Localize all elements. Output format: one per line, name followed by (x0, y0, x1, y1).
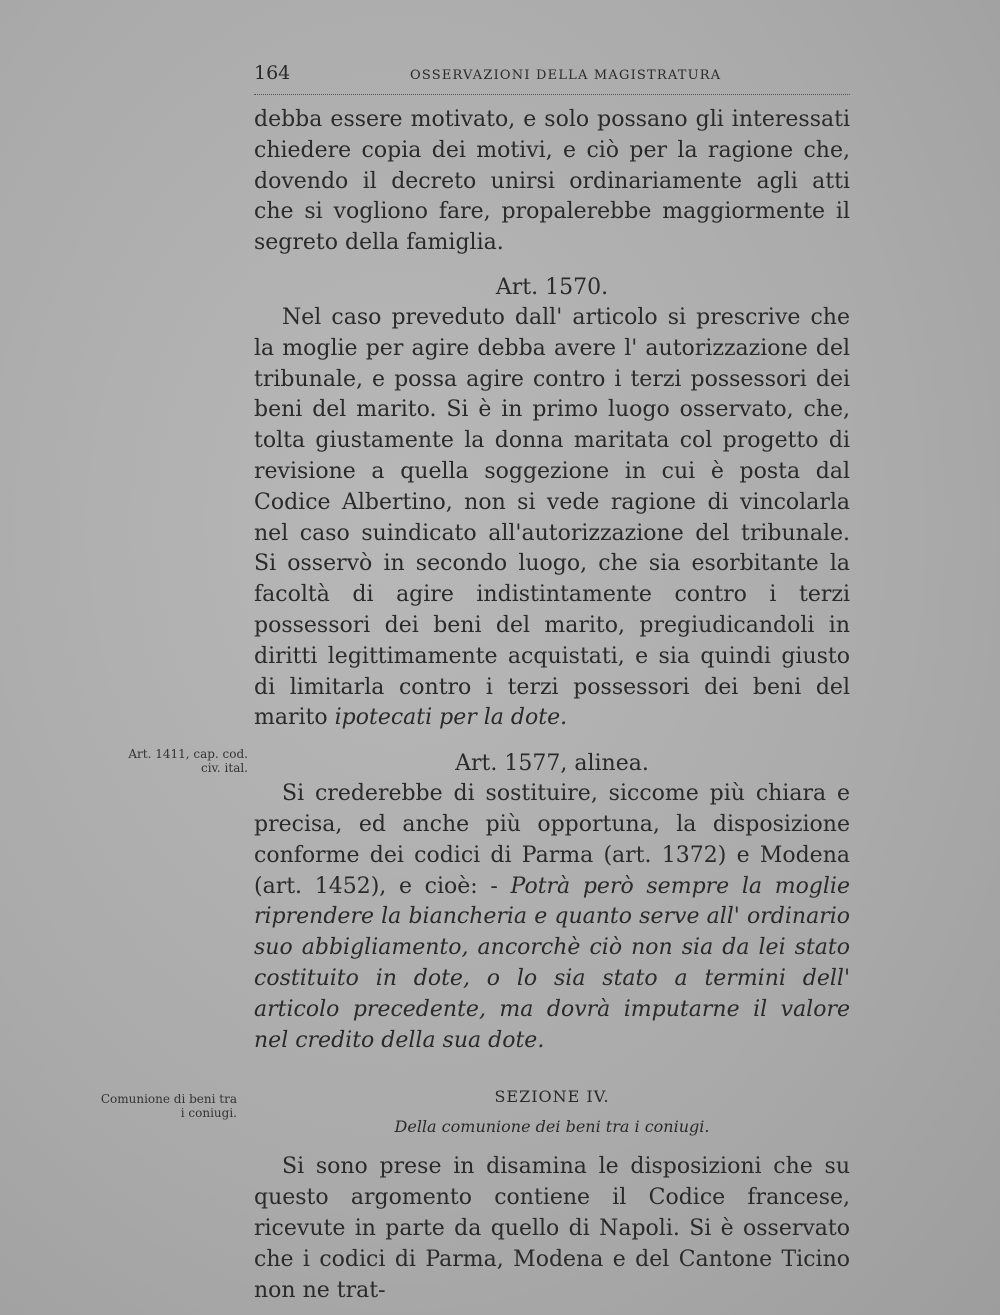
paragraph-3-text: Si crederebbe di sostituire, siccome più chiara e precisa, ed anche più opportuna, la disposizione conforme dei codici di Parma (art. 1372) e Modena (art. 1452), e cioè: - (254, 781, 850, 899)
paragraph-4: Si sono prese in disamina le disposizioni che su questo argomento contiene il Codice francese, ricevute in parte da quello di Napoli. Si è osservato che i codici di Parma, Modena e del Cantone Ticino non ne trat- (254, 1154, 850, 1303)
paragraph-3 (254, 779, 850, 1056)
page-number: 164 (254, 62, 291, 84)
margin-note-comunione: Comunione di beni tra i coniugi. (100, 1092, 237, 1120)
main-text (254, 105, 850, 1306)
paragraph-3-italic: Potrà però sempre la moglie riprendere la biancheria e quanto serve all' ordinario suo abbigliamento, ancorchè ciò non sia da lei stato costituito in dote, o lo sia stato a termini dell' articolo precedente, ma dovrà imputarne il valore nel credito della sua dote. (254, 873, 850, 1053)
paragraph-2-italic: ipotecati per la dote. (334, 705, 568, 731)
article-heading-1577: Art. 1577, alinea. (455, 751, 649, 777)
header-rule (254, 94, 850, 95)
margin-note-article-ref: Art. 1411, cap. cod. civ. ital. (128, 747, 248, 775)
paragraph-1: debba essere motivato, e solo possano gli interessati chiedere copia dei motivi, e ciò per la ragione che, dovendo il decreto unirsi ordinariamente agli atti che si vogliono fare, propalerebbe maggiormente il segreto della famiglia. (254, 107, 850, 256)
running-title: OSSERVAZIONI DELLA MAGISTRATURA (410, 68, 722, 83)
section-subtitle: Della comunione dei beni tra i coniugi. (394, 1117, 710, 1137)
article-heading-1570: Art. 1570. (495, 274, 609, 300)
paragraph-2-text: Nel caso preveduto dall' articolo si prescrive che la moglie per agire debba avere l' autorizzazione del tribunale, e possa agire contro i terzi possessori dei beni del marito. Si è in primo luogo osservato, che, tolta giustamente la donna maritata col progetto di revisione a quella soggezione in cui è posta dal Codice Albertino, non si vede ragione di vincolarla nel caso suindicato all'autorizzazione del tribunale. Si osservò in secondo luogo, che sia esorbitante la facoltà di agire indistintamente contro i terzi possessori dei beni del marito, pregiudicandoli in diritti legittimamente acquistati, e sia quindi giusto di limitarla contro i terzi possessori dei beni del marito (254, 304, 850, 731)
paragraph-2 (254, 303, 850, 734)
section-heading: SEZIONE IV. (494, 1087, 610, 1107)
